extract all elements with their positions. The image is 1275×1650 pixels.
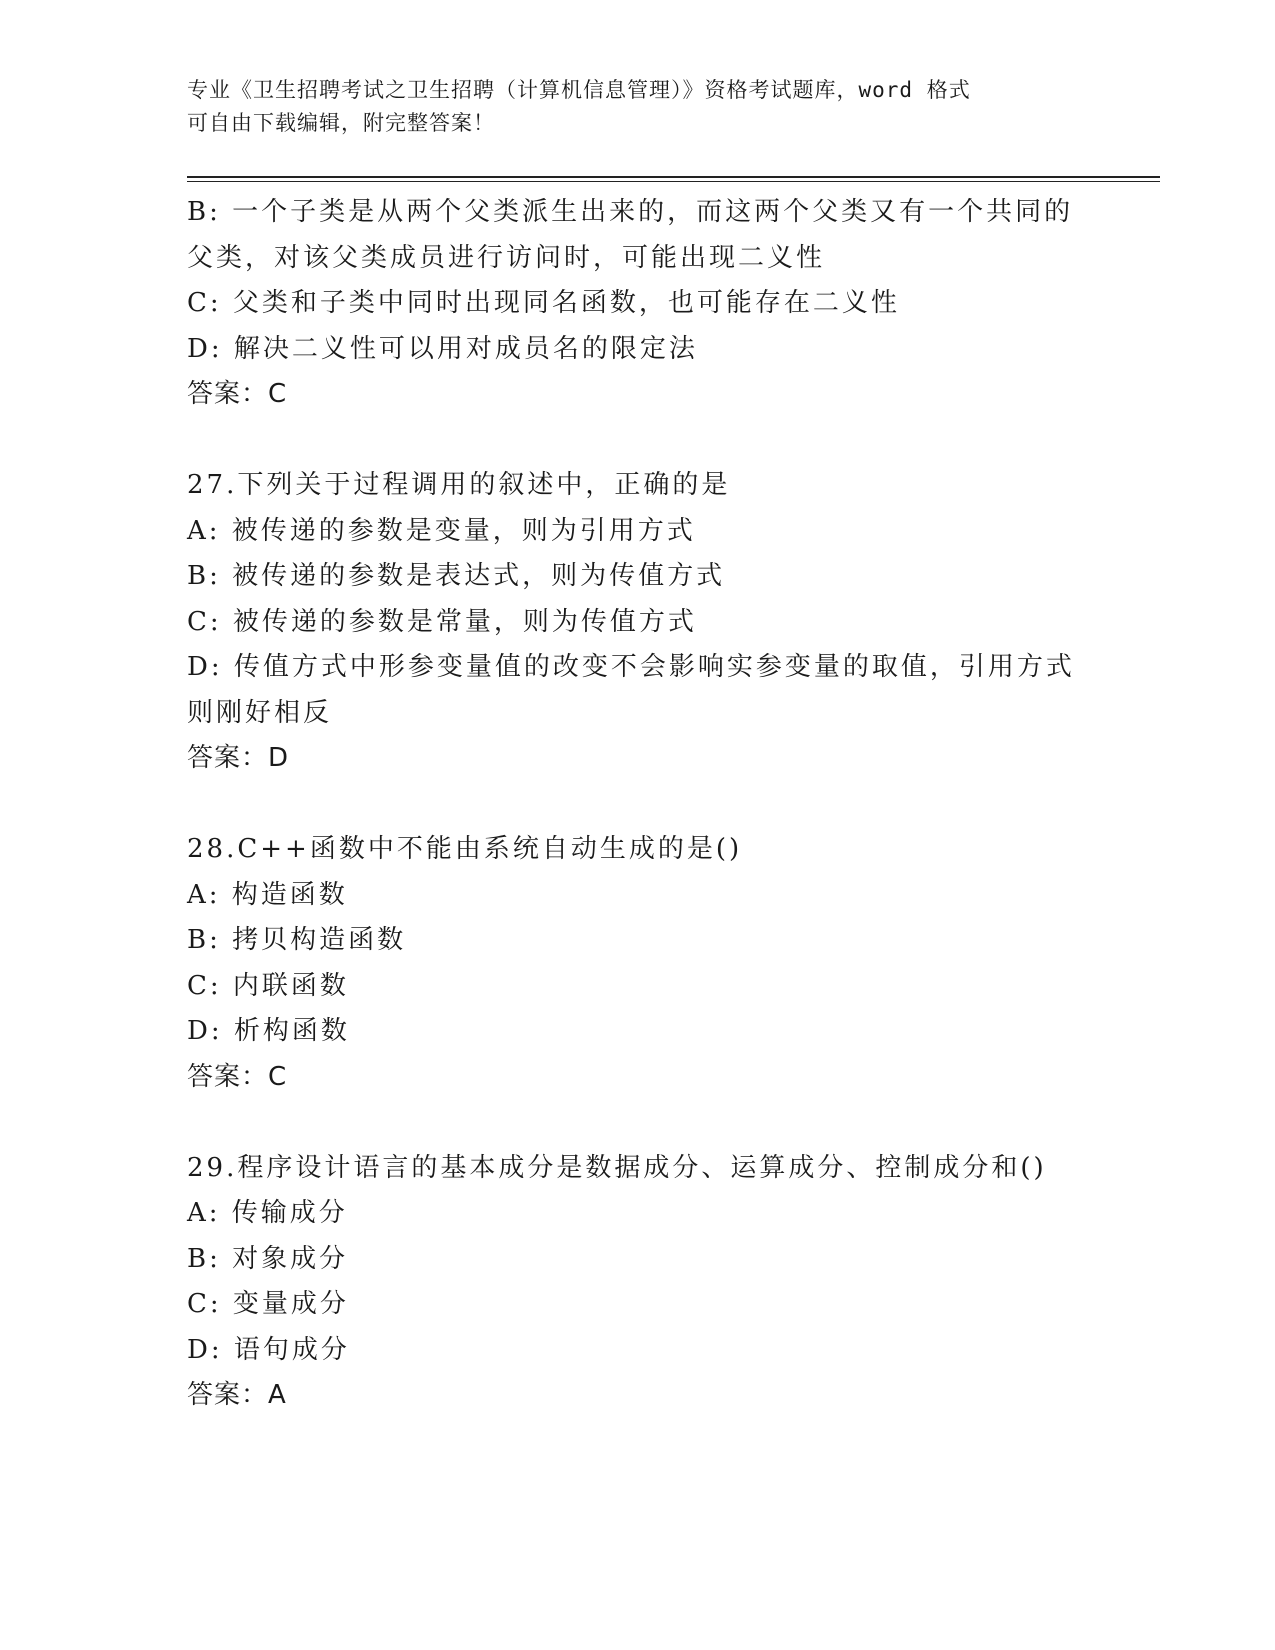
header-divider-thin — [187, 181, 1160, 182]
spacer — [187, 1100, 1087, 1146]
option-c: C: 父类和子类中同时出现同名函数，也可能存在二义性 — [187, 288, 900, 318]
option-d: D: 语句成分 — [187, 1334, 350, 1365]
option-b: B: 被传递的参数是表达式，则为传值方式 — [187, 561, 726, 591]
option-b-line-1: B: 一个子类是从两个父类派生出来的，而这两个父类又有一个共同的 — [187, 197, 1074, 227]
option-b: B: 拷贝构造函数 — [187, 925, 407, 955]
option-b: B: 对象成分 — [187, 1243, 349, 1274]
spacer — [187, 418, 1087, 464]
option-a: A: 传输成分 — [187, 1198, 348, 1228]
answer: 答案：C — [187, 1061, 288, 1092]
option-c: C: 内联函数 — [187, 970, 349, 1001]
question-stem: 28.C++函数中不能由系统自动生成的是() — [187, 834, 743, 864]
option-a: A: 构造函数 — [187, 879, 348, 910]
option-d: D: 解决二义性可以用对成员名的限定法 — [187, 333, 698, 364]
question-28 — [187, 827, 1087, 1100]
question-29 — [187, 1146, 1087, 1419]
header-divider-thick — [187, 176, 1160, 178]
answer: 答案：A — [187, 1380, 287, 1410]
option-b-line-2: 父类，对该父类成员进行访问时，可能出现二义性 — [187, 242, 826, 273]
option-c: C: 变量成分 — [187, 1289, 349, 1319]
question-list — [187, 190, 1087, 1419]
option-d: D: 析构函数 — [187, 1016, 350, 1046]
question-stem: 27.下列关于过程调用的叙述中，正确的是 — [187, 470, 731, 500]
option-d-line-2: 则刚好相反 — [187, 697, 333, 728]
header-title-line-2: 可自由下载编辑，附完整答案！ — [187, 111, 495, 135]
answer: 答案：D — [187, 743, 290, 773]
question-26-continued — [187, 190, 1087, 418]
option-a: A: 被传递的参数是变量，则为引用方式 — [187, 515, 696, 546]
document-header — [187, 74, 1067, 140]
question-27 — [187, 463, 1087, 782]
question-stem: 29.程序设计语言的基本成分是数据成分、运算成分、控制成分和() — [187, 1152, 1047, 1183]
spacer — [187, 782, 1087, 828]
option-c: C: 被传递的参数是常量，则为传值方式 — [187, 606, 697, 637]
answer: 答案：C — [187, 379, 288, 409]
header-title-line-1: 专业《卫生招聘考试之卫生招聘（计算机信息管理）》资格考试题库，word 格式 — [187, 78, 971, 102]
option-d-line-1: D: 传值方式中形参变量值的改变不会影响实参变量的取值，引用方式 — [187, 652, 1075, 682]
